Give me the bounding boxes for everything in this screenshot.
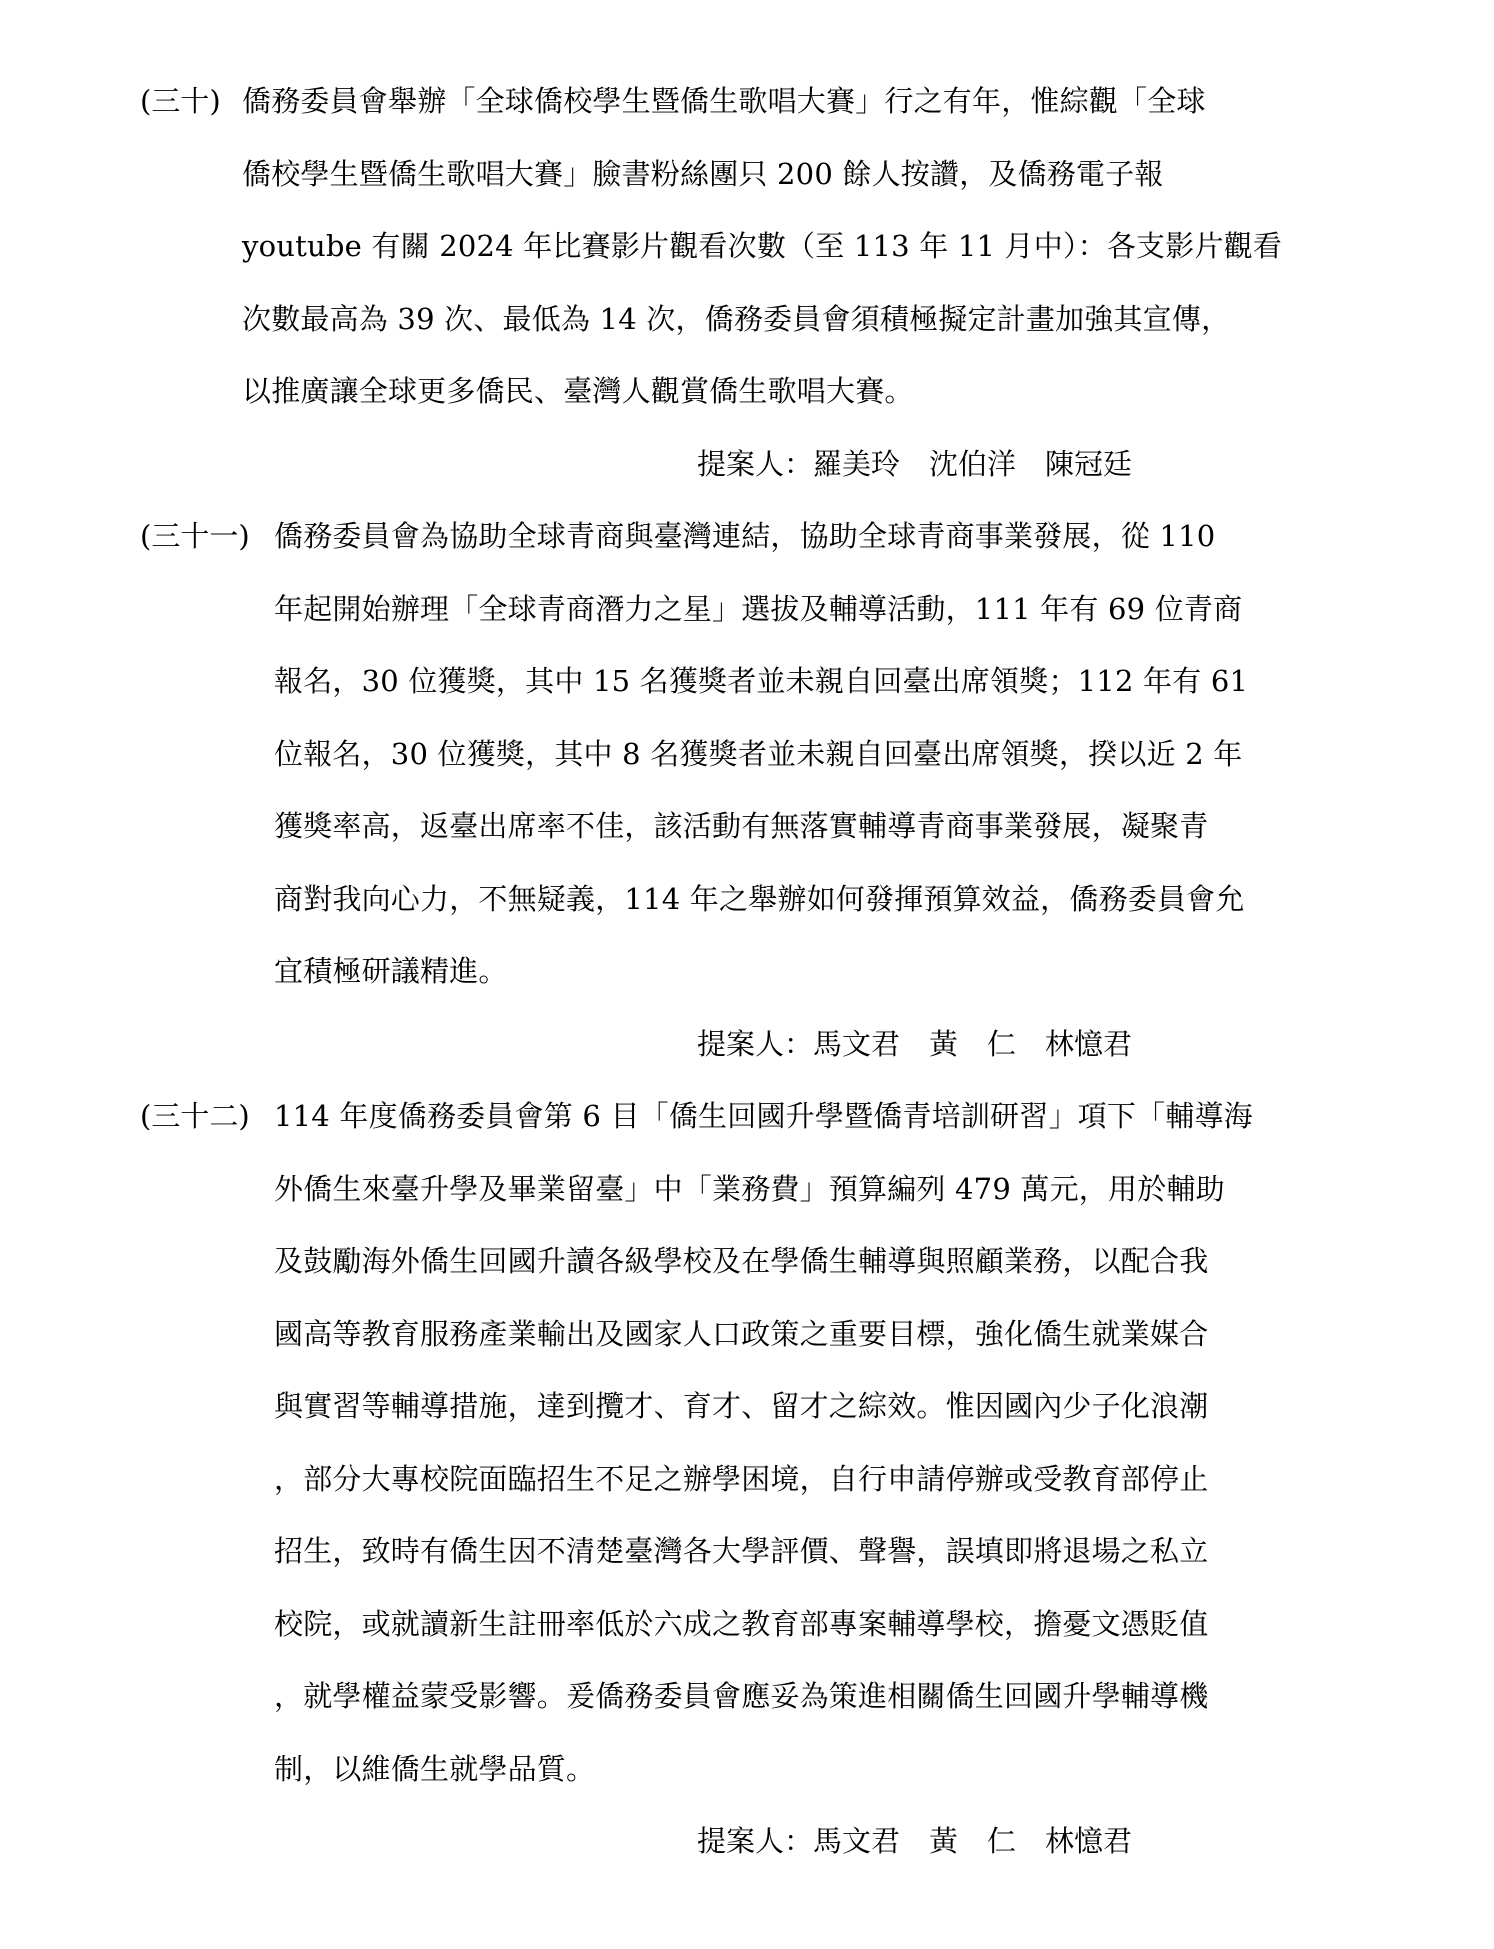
- paragraph-line: 商對我向心力，不無疑義，114 年之舉辦如何發揮預算效益，僑務委員會允: [274, 881, 1245, 916]
- paragraph-line: 報名，30 位獲獎，其中 15 名獲獎者並未親自回臺出席領獎；112 年有 61: [274, 664, 1249, 698]
- item-number: (三十): [140, 84, 221, 118]
- paragraph-line: 114 年度僑務委員會第 6 目「僑生回國升學暨僑青培訓研習」項下「輔導海: [274, 1099, 1253, 1133]
- paragraph-line: 僑校學生暨僑生歌唱大賽」臉書粉絲團只 200 餘人按讚，及僑務電子報: [242, 156, 1164, 191]
- item-number: (三十二): [140, 1099, 250, 1133]
- proposer-line: 提案人：羅美玲 沈伯洋 陳冠廷: [697, 446, 1133, 481]
- paragraph-line: 僑務委員會舉辦「全球僑校學生暨僑生歌唱大賽」行之有年，惟綜觀「全球: [242, 84, 1206, 118]
- paragraph-line: 校院，或就讀新生註冊率低於六成之教育部專案輔導學校，擔憂文憑貶值: [274, 1606, 1209, 1641]
- paragraph-line: 年起開始辦理「全球青商潛力之星」選拔及輔導活動，111 年有 69 位青商: [274, 591, 1243, 626]
- paragraph-line: 以推廣讓全球更多僑民、臺灣人觀賞僑生歌唱大賽。: [242, 374, 914, 408]
- paragraph-line: 外僑生來臺升學及畢業留臺」中「業務費」預算編列 479 萬元，用於輔助: [274, 1171, 1225, 1206]
- proposer-line: 提案人：馬文君 黃 仁 林憶君: [697, 1026, 1133, 1061]
- proposer-line: 提案人：馬文君 黃 仁 林憶君: [697, 1824, 1133, 1858]
- paragraph-line: 制，以維僑生就學品質。: [274, 1751, 596, 1786]
- paragraph-line: 次數最高為 39 次、最低為 14 次，僑務委員會須積極擬定計畫加強其宣傳，: [242, 301, 1231, 336]
- paragraph-line: 國高等教育服務產業輸出及國家人口政策之重要目標，強化僑生就業媒合: [274, 1316, 1209, 1351]
- paragraph-line: 及鼓勵海外僑生回國升讀各級學校及在學僑生輔導與照顧業務，以配合我: [274, 1244, 1209, 1278]
- paragraph-line: 招生，致時有僑生因不清楚臺灣各大學評價、聲譽，誤填即將退場之私立: [274, 1534, 1209, 1568]
- paragraph-line: 僑務委員會為協助全球青商與臺灣連結，協助全球青商事業發展，從 110: [274, 519, 1216, 553]
- paragraph-line: youtube 有關 2024 年比賽影片觀看次數（至 113 年 11 月中）：各支影片觀看: [242, 229, 1283, 263]
- paragraph-line: 與實習等輔導措施，達到攬才、育才、留才之綜效。惟因國內少子化浪潮: [274, 1389, 1209, 1423]
- item-number: (三十一): [140, 519, 250, 553]
- paragraph-line: 宜積極研議精進。: [274, 954, 508, 988]
- paragraph-line: ，部分大專校院面臨招生不足之辦學困境，自行申請停辦或受教育部停止: [274, 1461, 1209, 1496]
- paragraph-line: 位報名，30 位獲獎，其中 8 名獲獎者並未親自回臺出席領獎，揆以近 2 年: [274, 736, 1243, 771]
- paragraph-line: 獲獎率高，返臺出席率不佳，該活動有無落實輔導青商事業發展，凝聚青: [274, 809, 1209, 843]
- paragraph-line: ，就學權益蒙受影響。爰僑務委員會應妥為策進相關僑生回國升學輔導機: [274, 1679, 1209, 1713]
